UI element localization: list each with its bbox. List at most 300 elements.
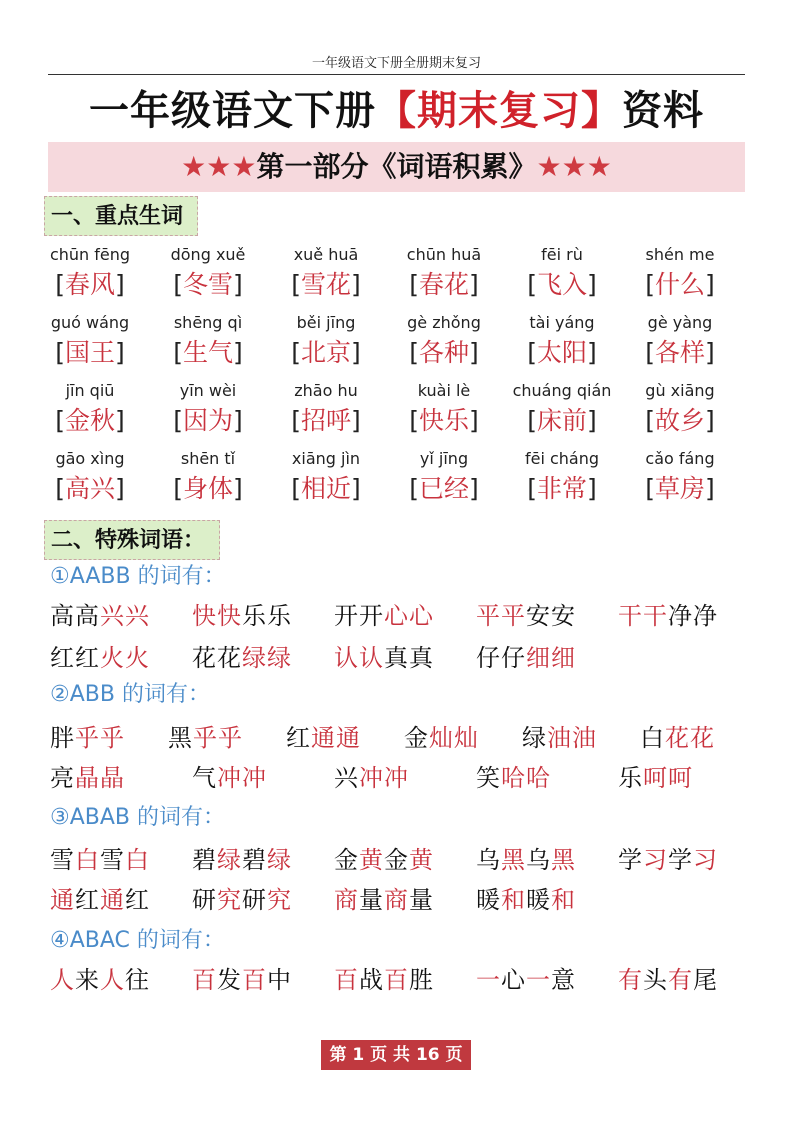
word-line [50, 598, 770, 634]
bracket-left: [ [409, 474, 419, 503]
bracket-right: ] [587, 338, 597, 367]
vocab-word-text: 北京 [300, 338, 351, 367]
highlight-segment: 黑 [551, 846, 576, 874]
vocab-row [30, 380, 770, 448]
pattern-word [192, 598, 292, 634]
vocab-item [148, 380, 268, 438]
highlight-segment: 平平 [476, 602, 526, 630]
plain-segment: 尾 [693, 966, 718, 994]
vocab-item [148, 312, 268, 370]
bracket-left: [ [291, 270, 301, 299]
highlight-segment: 灿灿 [429, 724, 479, 752]
highlight-segment: 乎乎 [193, 724, 243, 752]
part-banner [48, 142, 745, 192]
plain-segment: 真真 [384, 644, 434, 672]
bracket-right: ] [233, 270, 243, 299]
title-part-3: 资料 [622, 88, 704, 134]
pattern-word [476, 882, 576, 918]
vocab-word-text: 故乡 [654, 406, 705, 435]
vocab-word [148, 268, 268, 302]
vocab-item [502, 448, 622, 506]
word-line [50, 842, 770, 878]
plain-segment: 学 [668, 846, 693, 874]
pattern-word [404, 720, 479, 756]
vocab-word [384, 472, 504, 506]
word-line [50, 640, 770, 676]
highlight-segment: 究 [267, 886, 292, 914]
highlight-segment: 认认 [334, 644, 384, 672]
plain-segment: 量 [359, 886, 384, 914]
bracket-right: ] [587, 270, 597, 299]
pattern-heading: ②ABB 的词有： [50, 682, 210, 707]
bracket-right: ] [351, 474, 361, 503]
vocab-word [148, 472, 268, 506]
bracket-left: [ [527, 474, 537, 503]
plain-segment: 雪 [100, 846, 125, 874]
highlight-segment: 绿绿 [242, 644, 292, 672]
section-tag-key-words: 一、重点生词 [44, 196, 198, 236]
vocab-pinyin: gè yàng [647, 313, 713, 332]
vocab-word-text: 春风 [64, 270, 115, 299]
vocab-pinyin: guó wáng [50, 313, 130, 332]
vocab-item [148, 448, 268, 506]
vocab-word [502, 268, 622, 302]
vocab-pinyin: fēi cháng [524, 449, 600, 468]
bracket-right: ] [469, 474, 479, 503]
bracket-left: [ [55, 474, 65, 503]
vocab-pinyin: xiāng jìn [291, 449, 361, 468]
bracket-right: ] [115, 474, 125, 503]
pattern-word [476, 842, 576, 878]
plain-segment: 乌 [476, 846, 501, 874]
vocab-word-text: 金秋 [64, 406, 115, 435]
plain-segment: 乌 [526, 846, 551, 874]
vocab-pinyin: chūn huā [406, 245, 482, 264]
bracket-left: [ [409, 338, 419, 367]
vocab-item [148, 244, 268, 302]
vocab-item [30, 312, 150, 370]
bracket-left: [ [55, 406, 65, 435]
vocab-word-text: 草房 [654, 474, 705, 503]
vocab-word-text: 国王 [64, 338, 115, 367]
bracket-left: [ [409, 270, 419, 299]
highlight-segment: 晶晶 [75, 764, 125, 792]
plain-segment: 乐 [618, 764, 643, 792]
highlight-segment: 有 [618, 966, 643, 994]
vocab-item [384, 448, 504, 506]
highlight-segment: 通通 [311, 724, 361, 752]
bracket-right: ] [351, 270, 361, 299]
vocab-word-text: 快乐 [418, 406, 469, 435]
vocab-word-text: 已经 [418, 474, 469, 503]
vocab-word-text: 生气 [182, 338, 233, 367]
vocab-item [266, 244, 386, 302]
vocab-row [30, 312, 770, 380]
vocab-pinyin: gè zhǒng [407, 313, 481, 332]
vocab-item [502, 244, 622, 302]
bracket-left: [ [55, 338, 65, 367]
star-icon-left: ★★★ [181, 150, 257, 183]
plain-segment: 白 [640, 724, 665, 752]
section-tag-special-words: 二、特殊词语： [44, 520, 220, 560]
highlight-segment: 有 [668, 966, 693, 994]
highlight-segment: 人 [50, 966, 75, 994]
vocab-word [502, 472, 622, 506]
vocab-pinyin: jīn qiū [65, 381, 115, 400]
word-line [50, 720, 770, 756]
vocab-pinyin: xuě huā [293, 245, 359, 264]
highlight-segment: 黄 [409, 846, 434, 874]
vocab-grid [30, 244, 770, 516]
vocab-pinyin: cǎo fáng [645, 449, 715, 468]
highlight-segment: 兴兴 [100, 602, 150, 630]
plain-segment: 金 [404, 724, 429, 752]
plain-segment: 红 [125, 886, 150, 914]
pattern-word [192, 640, 292, 676]
plain-segment: 胖 [50, 724, 75, 752]
vocab-pinyin: shēn tǐ [180, 449, 236, 468]
vocab-word [266, 336, 386, 370]
highlight-segment: 通 [100, 886, 125, 914]
plain-segment: 仔仔 [476, 644, 526, 672]
vocab-pinyin: yǐ jīng [419, 449, 469, 468]
highlight-segment: 习 [643, 846, 668, 874]
plain-segment: 气 [192, 764, 217, 792]
vocab-item [502, 380, 622, 438]
vocab-item [266, 448, 386, 506]
vocab-word-text: 太阳 [536, 338, 587, 367]
vocab-word [620, 336, 740, 370]
vocab-word [384, 404, 504, 438]
pattern-word [50, 882, 150, 918]
plain-segment: 意 [551, 966, 576, 994]
vocab-word-text: 飞入 [536, 270, 587, 299]
vocab-word [266, 404, 386, 438]
vocab-word [30, 268, 150, 302]
page-title [0, 84, 793, 138]
vocab-word-text: 春花 [418, 270, 469, 299]
pattern-word [50, 720, 125, 756]
bracket-right: ] [587, 406, 597, 435]
plain-segment: 往 [125, 966, 150, 994]
vocab-item [30, 448, 150, 506]
pattern-word [50, 760, 125, 796]
pattern-word [50, 962, 150, 998]
highlight-segment: 商 [384, 886, 409, 914]
plain-segment: 金 [334, 846, 359, 874]
pattern-word [476, 640, 576, 676]
highlight-segment: 火火 [100, 644, 150, 672]
bracket-left: [ [527, 406, 537, 435]
plain-segment: 量 [409, 886, 434, 914]
pattern-word [286, 720, 361, 756]
bracket-right: ] [705, 338, 715, 367]
plain-segment: 战 [359, 966, 384, 994]
highlight-segment: 快快 [192, 602, 242, 630]
bracket-left: [ [173, 338, 183, 367]
vocab-item [620, 448, 740, 506]
pattern-word [618, 760, 693, 796]
bracket-right: ] [351, 338, 361, 367]
highlight-segment: 百 [242, 966, 267, 994]
page-number-badge: 第 1 页 共 16 页 [321, 1040, 471, 1070]
pattern-word [50, 842, 150, 878]
vocab-word [620, 404, 740, 438]
bracket-right: ] [705, 474, 715, 503]
vocab-word-text: 冬雪 [182, 270, 233, 299]
pattern-word [618, 598, 718, 634]
bracket-left: [ [291, 338, 301, 367]
pattern-heading: ③ABAB 的词有： [50, 805, 226, 830]
vocab-word [384, 268, 504, 302]
bracket-left: [ [409, 406, 419, 435]
pattern-word [192, 962, 292, 998]
vocab-word [502, 336, 622, 370]
highlight-segment: 心心 [384, 602, 434, 630]
vocab-word-text: 身体 [182, 474, 233, 503]
plain-segment: 暖 [476, 886, 501, 914]
vocab-word-text: 各样 [654, 338, 705, 367]
vocab-pinyin: yīn wèi [179, 381, 237, 400]
vocab-pinyin: kuài lè [417, 381, 471, 400]
highlight-segment: 绿 [267, 846, 292, 874]
plain-segment: 雪 [50, 846, 75, 874]
plain-segment: 高高 [50, 602, 100, 630]
plain-segment: 净净 [668, 602, 718, 630]
vocab-item [30, 380, 150, 438]
plain-segment: 花花 [192, 644, 242, 672]
pattern-word [640, 720, 715, 756]
bracket-left: [ [527, 338, 537, 367]
plain-segment: 发 [217, 966, 242, 994]
bracket-left: [ [291, 406, 301, 435]
highlight-segment: 油油 [547, 724, 597, 752]
pattern-word [50, 640, 150, 676]
plain-segment: 心 [501, 966, 526, 994]
vocab-item [266, 312, 386, 370]
pattern-word [476, 760, 551, 796]
bracket-right: ] [469, 338, 479, 367]
plain-segment: 安安 [526, 602, 576, 630]
pattern-heading: ①AABB 的词有： [50, 564, 226, 589]
vocab-item [620, 312, 740, 370]
vocab-pinyin: shēng qì [173, 313, 243, 332]
plain-segment: 红红 [50, 644, 100, 672]
highlight-segment: 人 [100, 966, 125, 994]
pattern-word [192, 882, 292, 918]
title-part-1: 一年级语文下册 [89, 88, 376, 134]
vocab-item [502, 312, 622, 370]
vocab-pinyin: chuáng qián [512, 381, 612, 400]
highlight-segment: 乎乎 [75, 724, 125, 752]
highlight-segment: 商 [334, 886, 359, 914]
plain-segment: 碧 [192, 846, 217, 874]
plain-segment: 金 [384, 846, 409, 874]
highlight-segment: 干干 [618, 602, 668, 630]
vocab-pinyin: zhāo hu [294, 381, 358, 400]
highlight-segment: 绿 [217, 846, 242, 874]
star-icon-right: ★★★ [536, 150, 612, 183]
vocab-word [266, 268, 386, 302]
highlight-segment: 黄 [359, 846, 384, 874]
highlight-segment: 白 [75, 846, 100, 874]
bracket-left: [ [173, 406, 183, 435]
pattern-word [618, 842, 718, 878]
plain-segment: 暖 [526, 886, 551, 914]
bracket-right: ] [233, 474, 243, 503]
bracket-right: ] [705, 406, 715, 435]
pattern-word [618, 962, 718, 998]
header-rule [48, 74, 745, 75]
plain-segment: 头 [643, 966, 668, 994]
vocab-word-text: 各种 [418, 338, 469, 367]
pattern-word [192, 760, 267, 796]
vocab-word-text: 因为 [182, 406, 233, 435]
highlight-segment: 和 [551, 886, 576, 914]
highlight-segment: 白 [125, 846, 150, 874]
bracket-left: [ [645, 406, 655, 435]
plain-segment: 亮 [50, 764, 75, 792]
highlight-segment: 细细 [526, 644, 576, 672]
bracket-right: ] [469, 270, 479, 299]
vocab-word [620, 472, 740, 506]
word-line [50, 760, 770, 796]
pattern-word [50, 598, 150, 634]
pattern-word [334, 882, 434, 918]
vocab-word [502, 404, 622, 438]
highlight-segment: 冲冲 [217, 764, 267, 792]
plain-segment: 兴 [334, 764, 359, 792]
title-highlight: 【期末复习】 [376, 88, 622, 134]
vocab-item [620, 244, 740, 302]
pattern-word [476, 598, 576, 634]
plain-segment: 研 [192, 886, 217, 914]
vocab-item [384, 380, 504, 438]
bracket-left: [ [645, 270, 655, 299]
bracket-right: ] [469, 406, 479, 435]
vocab-item [30, 244, 150, 302]
bracket-right: ] [115, 406, 125, 435]
bracket-left: [ [173, 474, 183, 503]
pattern-word [334, 598, 434, 634]
vocab-item [266, 380, 386, 438]
plain-segment: 胜 [409, 966, 434, 994]
vocab-pinyin: gù xiāng [645, 381, 715, 400]
vocab-row [30, 448, 770, 516]
highlight-segment: 究 [217, 886, 242, 914]
vocab-item [384, 312, 504, 370]
highlight-segment: 通 [50, 886, 75, 914]
running-header: 一年级语文下册全册期末复习 [311, 56, 481, 71]
highlight-segment: 哈哈 [501, 764, 551, 792]
plain-segment: 红 [75, 886, 100, 914]
plain-segment: 碧 [242, 846, 267, 874]
vocab-word-text: 床前 [536, 406, 587, 435]
pattern-word [334, 962, 434, 998]
pattern-word [334, 760, 409, 796]
vocab-pinyin: chūn fēng [49, 245, 131, 264]
highlight-segment: 呵呵 [643, 764, 693, 792]
vocab-pinyin: tài yáng [529, 313, 595, 332]
plain-segment: 中 [267, 966, 292, 994]
bracket-left: [ [291, 474, 301, 503]
pattern-word [476, 962, 576, 998]
vocab-word-text: 什么 [654, 270, 705, 299]
bracket-right: ] [351, 406, 361, 435]
vocab-word-text: 招呼 [300, 406, 351, 435]
plain-segment: 学 [618, 846, 643, 874]
pattern-word [334, 842, 434, 878]
highlight-segment: 冲冲 [359, 764, 409, 792]
plain-segment: 研 [242, 886, 267, 914]
bracket-right: ] [115, 270, 125, 299]
highlight-segment: 习 [693, 846, 718, 874]
word-line [50, 882, 770, 918]
vocab-item [620, 380, 740, 438]
vocab-word [30, 404, 150, 438]
vocab-pinyin: fēi rù [541, 245, 583, 264]
vocab-word-text: 雪花 [300, 270, 351, 299]
plain-segment: 笑 [476, 764, 501, 792]
vocab-word-text: 高兴 [64, 474, 115, 503]
plain-segment: 来 [75, 966, 100, 994]
highlight-segment: 百 [334, 966, 359, 994]
highlight-segment: 花花 [665, 724, 715, 752]
bracket-right: ] [705, 270, 715, 299]
vocab-word [266, 472, 386, 506]
vocab-word [620, 268, 740, 302]
vocab-word [384, 336, 504, 370]
plain-segment: 乐乐 [242, 602, 292, 630]
bracket-left: [ [645, 338, 655, 367]
pattern-heading: ④ABAC 的词有： [50, 928, 225, 953]
vocab-pinyin: běi jīng [296, 313, 356, 332]
bracket-right: ] [115, 338, 125, 367]
highlight-segment: 黑 [501, 846, 526, 874]
highlight-segment: 一 [526, 966, 551, 994]
vocab-word [148, 336, 268, 370]
vocab-row [30, 244, 770, 312]
pattern-word [522, 720, 597, 756]
vocab-pinyin: gāo xìng [55, 449, 125, 468]
plain-segment: 黑 [168, 724, 193, 752]
pattern-word [192, 842, 292, 878]
highlight-segment: 百 [192, 966, 217, 994]
highlight-segment: 和 [501, 886, 526, 914]
bracket-left: [ [173, 270, 183, 299]
word-line [50, 962, 770, 998]
highlight-segment: 百 [384, 966, 409, 994]
highlight-segment: 一 [476, 966, 501, 994]
vocab-word [30, 336, 150, 370]
bracket-right: ] [233, 338, 243, 367]
pattern-word [334, 640, 434, 676]
part-banner-text: 第一部分《词语积累》 [256, 150, 537, 183]
bracket-left: [ [527, 270, 537, 299]
bracket-left: [ [55, 270, 65, 299]
vocab-pinyin: dōng xuě [170, 245, 246, 264]
vocab-word-text: 非常 [536, 474, 587, 503]
plain-segment: 绿 [522, 724, 547, 752]
vocab-word [30, 472, 150, 506]
plain-segment: 红 [286, 724, 311, 752]
plain-segment: 开开 [334, 602, 384, 630]
vocab-item [384, 244, 504, 302]
bracket-right: ] [233, 406, 243, 435]
vocab-pinyin: shén me [645, 245, 715, 264]
vocab-word [148, 404, 268, 438]
bracket-left: [ [645, 474, 655, 503]
